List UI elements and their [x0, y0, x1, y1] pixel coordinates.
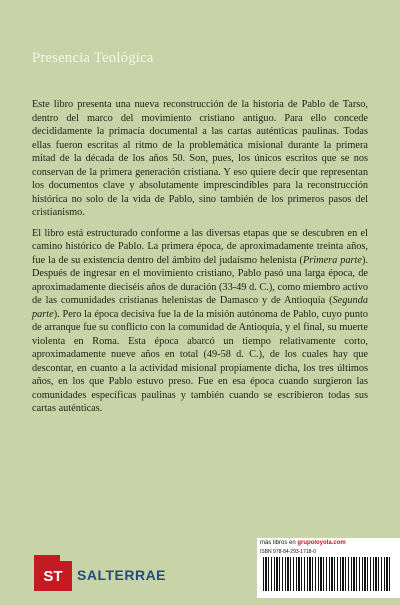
paragraph-2 — [32, 227, 368, 416]
publisher-mark: ST — [34, 561, 72, 591]
blurb-text — [32, 98, 368, 423]
website-line — [260, 540, 346, 546]
barcode-panel — [257, 538, 400, 598]
isbn-text: ISBN 978-84-293-1718-0 — [260, 549, 316, 555]
barcode-icon — [263, 557, 391, 591]
website-brand: grupoloyola.com — [297, 540, 346, 546]
publisher-name: SALTERRAE — [77, 567, 167, 583]
primera-parte-italic: Primera parte — [302, 254, 362, 266]
segunda-parte-italic: Segunda parte — [32, 295, 368, 320]
paragraph-1: Este libro presenta una nueva reconstrucción de la historia de Pablo de Tarso, dentro del marco del movimiento cristiano antiguo. Para ello concede decididamente la primacía documental a las cartas auténticas paulinas. Todas ellas fueron escritas al ritmo de la problemática misional durante la primera mitad de la década de los años 50. Son, pues, los únicos escritos que se nos conservan de la primera generación cristiana. Y eso quiere decir que representan los documentos clave y absolutamente imprescindibles para la reconstrucción histórica no solo de la vida de Pablo, sino también de los primeros pasos del cristianismo. — [32, 99, 368, 218]
website-prefix: más libros en — [260, 540, 298, 546]
publisher-logo — [34, 561, 169, 591]
series-title: Presencia Teológica — [32, 50, 154, 66]
paragraph-2-part-b: ). Después de ingresar en el movimiento cristiano, Pablo pasó una larga época, de aproximadamente dieciséis años de duración (33-49 d. C.), como miembro activo de las comunidades cristianas helenistas de Damasco y de Antioquía ( — [32, 254, 368, 306]
paragraph-2-part-a: El libro está estructurado conforme a las diversas etapas que se descubren en el camino histórico de Pablo. La primera época, de aproximadamente treinta años, fue la de su existencia dentro del ámbito del judaísmo helenista ( — [32, 227, 368, 266]
paragraph-2-part-c: ). Pero la época decisiva fue la de la misión autónoma de Pablo, cuyo punto de arranque fue su conflicto con la comunidad de Antioquía, y el final, su muerte violenta en Roma. Esta época abarcó un tiempo relativamente corto, aproximadamente nueve años en total (49-58 d. C.), de los cuales hay que descontar, en cuanto a la actividad misional propiamente dicha, los tres últimos años, en los que Pablo estuvo preso. Fue en esa época cuando surgieron las comunidades específicas paulinas y también cuando se escribieron todas sus cartas auténticas. — [32, 308, 368, 414]
